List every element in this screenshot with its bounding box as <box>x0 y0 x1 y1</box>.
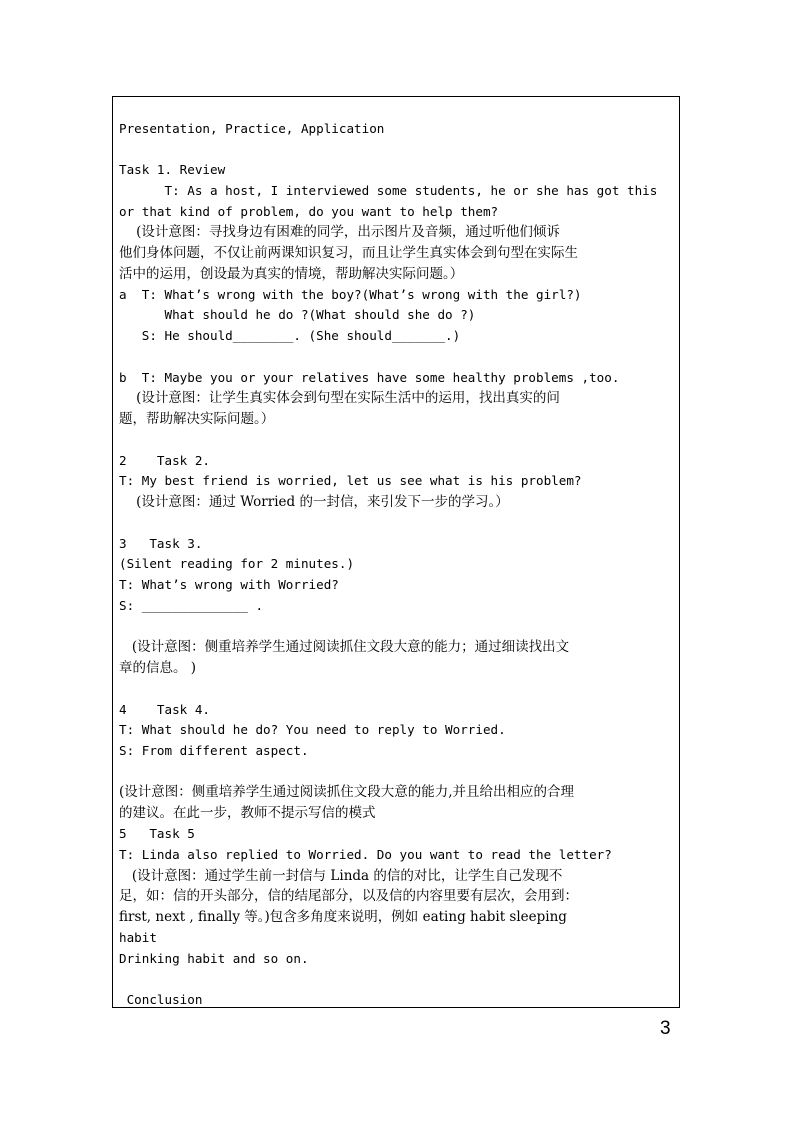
text-line: T: What’s wrong with Worried? <box>119 577 339 592</box>
task-5-heading: 5 Task 5 <box>119 826 195 841</box>
text-line: or that kind of problem, do you want to help them? <box>119 204 499 219</box>
text-line: T: What should he do? You need to reply to Worried. <box>119 722 506 737</box>
design-note-line: 足，如：信的开头部分，信的结尾部分，以及信的内容里要有层次，会用到： <box>119 888 578 904</box>
text-line: T: As a host, I interviewed some students, he or she has got this <box>119 183 658 198</box>
design-note-line: (设计意图：通过 Worried 的一封信，来引发下一步的学习。） <box>119 494 509 510</box>
text-line: What should he do ?(What should she do ?) <box>119 307 476 322</box>
design-note-line: 他们身体问题，不仅让前两课知识复习，而且让学生真实体会到句型在实际生 <box>119 245 578 261</box>
text-line: (Silent reading for 2 minutes.) <box>119 556 355 571</box>
text-line: T: Linda also replied to Worried. Do you want to read the letter? <box>119 847 612 862</box>
text-line: b T: Maybe you or your relatives have some healthy problems ,too. <box>119 370 620 385</box>
design-note-line: (设计意图：侧重培养学生通过阅读抓住文段大意的能力,并且给出相应的合理 <box>119 784 575 800</box>
task-4-heading: 4 Task 4. <box>119 702 210 717</box>
design-note-line: 题，帮助解决实际问题。） <box>119 411 275 427</box>
text-line: a T: What’s wrong with the boy?(What’s wrong with the girl?) <box>119 287 582 302</box>
design-note-line: first, next , finally 等。)包含多角度来说明，例如 eating habit sleeping <box>119 909 567 925</box>
design-note-line: (设计意图：侧重培养学生通过阅读抓住文段大意的能力；通过细读找出文 <box>119 639 570 655</box>
text-line: S: He should________. (She should_______.) <box>119 328 461 343</box>
section-heading: Presentation, Practice, Application <box>119 121 385 136</box>
text-line: Drinking habit and so on. <box>119 951 309 966</box>
text-line: S: ______________ . <box>119 598 264 613</box>
design-note-line: (设计意图：通过学生前一封信与 Linda 的信的对比，让学生自己发现不 <box>119 868 563 884</box>
page-number: 3 <box>660 1018 671 1039</box>
design-note-line: 章的信息。 ) <box>119 660 197 676</box>
text-line: habit <box>119 930 157 945</box>
task-2-heading: 2 Task 2. <box>119 453 210 468</box>
design-note-line: 的建议。在此一步，教师不提示写信的模式 <box>119 805 376 821</box>
conclusion-heading: Conclusion <box>119 992 203 1007</box>
text-line: S: From different aspect. <box>119 743 309 758</box>
text-line: T: My best friend is worried, let us see what is his problem? <box>119 473 582 488</box>
task-3-heading: 3 Task 3. <box>119 536 203 551</box>
design-note-line: 活中的运用，创设最为真实的情境，帮助解决实际问题。） <box>119 266 464 282</box>
design-note-line: (设计意图：让学生真实体会到句型在实际生活中的运用，找出真实的问 <box>119 390 560 406</box>
task-1-heading: Task 1. Review <box>119 162 226 177</box>
design-note-line: (设计意图：寻找身边有困难的同学，出示图片及音频，通过听他们倾诉 <box>119 224 560 240</box>
